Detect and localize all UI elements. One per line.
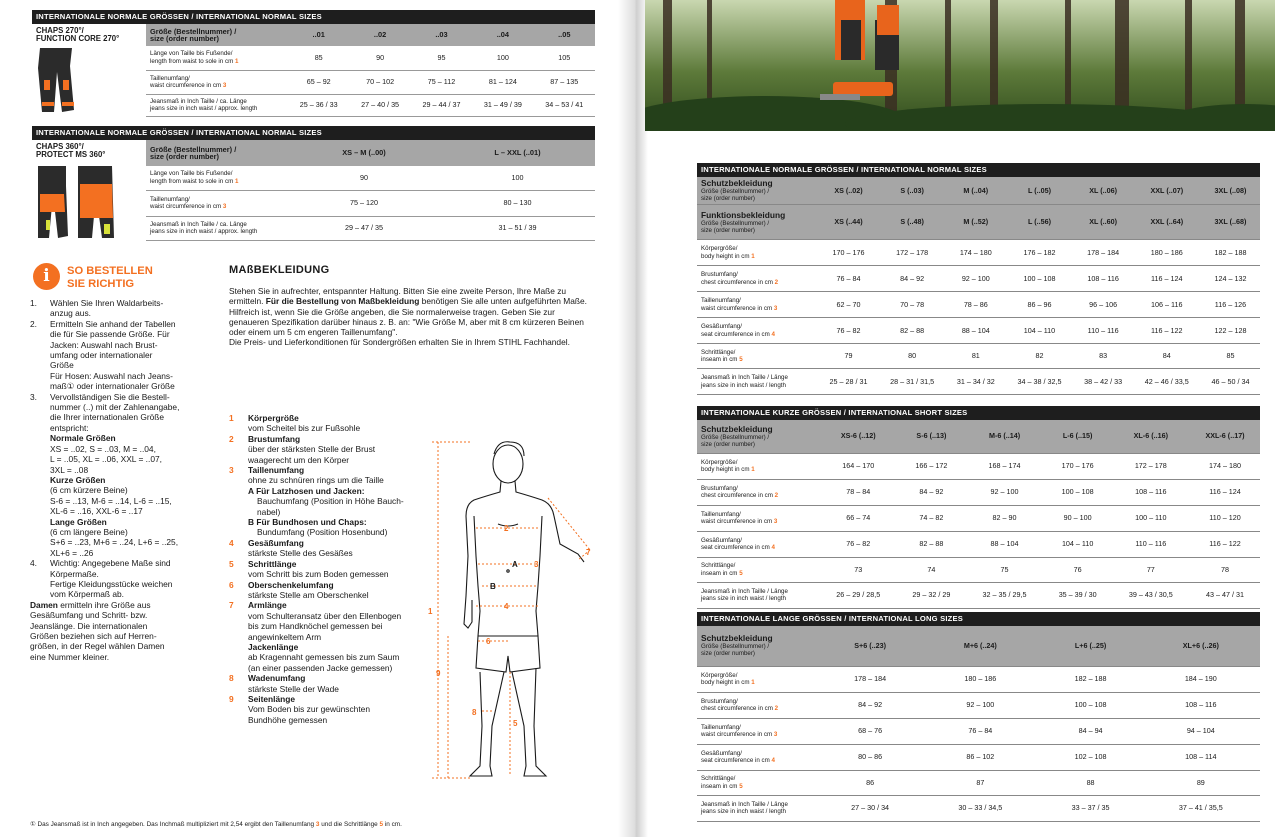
order-instructions	[30, 298, 190, 662]
list-item: Jackenlänge ab Kragennaht gemessen bis zum Saum (an einer passenden Jacke gemessen)	[248, 641, 400, 673]
size-col: ..01	[312, 30, 325, 39]
table-row: Brustumfang/ chest circumference in cm 2 84 – 92 92 – 100 100 – 108 108 – 116	[697, 692, 1260, 718]
list-item: 1 Körpergröße vom Scheitel bis zur Fußsohle	[229, 413, 361, 434]
table-row: Jeansmaß in Inch Taille / Länge jeans size in inch waist / length 27 – 30 / 34 30 – 33 / 34,5 33 – 37 / 35 37 – 41 / 35,5	[697, 795, 1260, 821]
mass-text: Stehen Sie in aufrechter, entspannter Haltung. Bitten Sie eine zweite Person, Ihre Maße zu ermitteln. Für die Bestellung von Maßbekleidung benötigen Sie alle unten aufgeführten Maße. Hilfreich ist, wenn Sie die Größe angeben, die Sie normalerweise tragen. Geben Sie zur genaueren Spezifikation darüber hinaus z. B. an: "Wie Größe M, aber mit 8 cm kürzeren Beinen oder einem um 5 cm engeren Taillenumfang". Die Preis- und Lieferkonditionen für Sondergrößen erhalten Sie in Ihrem STIHL Fachhandel.	[229, 286, 587, 348]
list-item: 6 Oberschenkelumfang stärkste Stelle am Oberschenkel	[229, 579, 369, 600]
table-row: Taillenumfang/ waist circumference in cm 3 66 – 74 74 – 82 82 – 90 90 – 100 100 – 110 110 – 120	[697, 505, 1260, 531]
list-item: 2. Ermitteln Sie anhand der Tabellen die für Sie passende Größe. Für Jacken: Auswahl nach Brust- umfang oder internationaler Größe Für Hosen: Auswahl nach Jeans- maß① oder internationaler Größe	[30, 318, 176, 392]
measure-list	[229, 413, 429, 725]
list-item: 3. Vervollständigen Sie die Bestell- nummer (..) mit der Zahlenangabe, die Ihrer internationalen Größe entspricht: Normale Größen XS = ..02, S = ..03, M = ..04, L = ..05, XL = ..06, XXL = ..07, 3XL = ..08 Kurze Größen (6 cm kürzere Beine) S-6 = ..13, M-6 = ..14, L-6 = ..15, XL-6 = ..16, XXL-6 = ..17 Lange Größen (6 cm längere Beine) S+6 = ..23, M+6 = ..24, L+6 = ..25, XL+6 = ..26	[30, 391, 180, 558]
table-row: Taillenumfang/ waist circumference in cm 3 65 – 92 70 – 102 75 – 112 81 – 124 87 – 135	[146, 70, 595, 94]
body-measurement-figure	[428, 436, 598, 788]
product-name: CHAPS 270°/ FUNCTION CORE 270°	[36, 26, 120, 44]
chaps-360-image	[36, 164, 116, 240]
table-row: Körpergröße/ body height in cm 1 178 – 184 180 – 186 182 – 188 184 – 190	[697, 666, 1260, 692]
size-col: L – XXL (..01)	[494, 148, 541, 157]
chaps-360-table	[32, 126, 595, 242]
table-bar-title: INTERNATIONALE KURZE GRÖSSEN / INTERNATIONAL SHORT SIZES	[697, 406, 1260, 420]
table-bar-title: INTERNATIONALE NORMALE GRÖSSEN / INTERNATIONAL NORMAL SIZES	[32, 10, 595, 24]
figure-label: 4	[504, 602, 509, 611]
size-col: ..05	[558, 30, 571, 39]
table-row: Gesäßumfang/ seat circumference in cm 4 76 – 82 82 – 88 88 – 104 104 – 110 110 – 116 116 – 122 122 – 128	[697, 318, 1260, 344]
list-item: 2 Brustumfang über der stärksten Stelle der Brust waagerecht um den Körper	[229, 433, 376, 465]
header-row: Funktionsbekleidung Größe (Bestellnummer) / size (order number) XS (..44) S (..48) M (..52) L (..56) XL (..60) XXL (..64) 3XL (..68)	[697, 205, 1260, 240]
table-row: Jeansmaß in Inch Taille / Länge jeans size in inch waist / length 26 – 29 / 28,5 29 – 32 / 29 32 – 35 / 29,5 35 – 39 / 30 39 – 43 / 30,5 43 – 47 / 31	[697, 582, 1260, 608]
figure-label: 1	[428, 607, 433, 616]
table-row: Brustumfang/ chest circumference in cm 2 76 – 84 84 – 92 92 – 100 100 – 108 108 – 116 116 – 124 124 – 132	[697, 266, 1260, 292]
figure-label: B	[490, 582, 496, 591]
table-bar-title: INTERNATIONALE LANGE GRÖSSEN / INTERNATIONAL LONG SIZES	[697, 612, 1260, 626]
list-item: 3 Taillenumfang ohne zu schnüren rings um die Taille A Für Latzhosen und Jacken: Bauchumfang (Position in Höhe Bauch- nabel) B Für Bundhosen und Chaps: Bundumfang (Position Hosenbund)	[229, 465, 404, 538]
table-row: Körpergröße/ body height in cm 1 164 – 170 166 – 172 168 – 174 170 – 176 172 – 178 174 – 180	[697, 453, 1260, 479]
footnote: ① Das Jeansmaß ist in Inch angegeben. Das Inchmaß multipliziert mit 2,54 ergibt den Taillenumfang 3 und die Schrittlänge 5 in cm.	[30, 821, 402, 828]
table-row: Jeansmaß in Inch Taille / ca. Länge jeans size in inch waist / approx. length 29 – 47 / 35 31 – 51 / 39	[146, 216, 595, 240]
info-icon: i	[33, 263, 60, 290]
figure-label: A	[512, 560, 518, 569]
damen-note: Damen ermitteln ihre Größe aus Gesäßumfang und Schritt- bzw. Jeanslänge. Die internationalen Größen beziehen sich auf Herren- größen, in der Regel wählen Damen eine Nummer kleiner.	[30, 599, 165, 662]
header-row: Schutzbekleidung Größe (Bestellnummer) / size (order number) XS-6 (..12) S-6 (..13) M-6 (..14) L-6 (..15) XL-6 (..16) XXL-6 (..17)	[697, 420, 1260, 453]
chaps-270-table	[32, 10, 595, 116]
long-sizes-table	[697, 612, 1260, 822]
mass-heading: MAßBEKLEIDUNG	[229, 264, 330, 276]
info-header	[33, 263, 233, 295]
table-row: Länge von Taille bis Fußende/ length from waist to sole in cm 1 90 100	[146, 166, 595, 190]
list-item: 7 Armlänge vom Schulteransatz über den Ellenbogen bis zum Handknöchel gemessen bei angewinkeltem Arm	[229, 600, 402, 642]
product-name: CHAPS 360°/ PROTECT MS 360°	[36, 142, 106, 160]
list-item: 9 Seitenlänge Vom Boden bis zur gewünschten Bundhöhe gemessen	[229, 693, 370, 725]
table-row: Taillenumfang/ waist circumference in cm 3 75 – 120 80 – 130	[146, 190, 595, 216]
figure-label: 8	[472, 708, 477, 717]
size-col: ..02	[373, 30, 387, 39]
size-col: ..03	[435, 30, 448, 39]
table-row: Taillenumfang/ waist circumference in cm 3 68 – 76 76 – 84 84 – 94 94 – 104	[697, 718, 1260, 744]
list-item: 4. Wichtig: Angegebene Maße sind Körpermaße. Fertige Kleidungsstücke weichen vom Körpermaß ab.	[30, 558, 173, 600]
normal-sizes-table	[697, 163, 1260, 395]
chaps-360-grid: Größe (Bestellnummer) / size (order number) XS – M (..00) L – XXL (..01) Länge von Taille bis Fußende/ length from waist to sole in cm 1 90 100 Taillenumfang/ waist circumference in cm 3 75 – 120 80 – 130 Jeansmaß in Inch Taille / ca. Länge jeans size in inch waist / approx. length 29 – 47 / 35 31 – 51 / 39	[146, 140, 595, 241]
forest-worker-photo	[645, 0, 1275, 131]
figure-label: 2	[504, 524, 509, 533]
list-item: 8 Wadenumfang stärkste Stelle der Wade	[229, 673, 339, 694]
table-row: Brustumfang/ chest circumference in cm 2 78 – 84 84 – 92 92 – 100 100 – 108 108 – 116 116 – 124	[697, 479, 1260, 505]
table-row: Gesäßumfang/ seat circumference in cm 4 80 – 86 86 – 102 102 – 108 108 – 114	[697, 744, 1260, 770]
header-row: Schutzbekleidung Größe (Bestellnummer) / size (order number) S+6 (..23) M+6 (..24) L+6 (..25) XL+6 (..26)	[697, 626, 1260, 666]
figure-label: 7	[586, 548, 591, 557]
chaps-270-image	[36, 46, 76, 114]
figure-label: 3	[534, 560, 539, 569]
table-row: Jeansmaß in Inch Taille / ca. Länge jeans size in inch waist / approx. length 25 – 36 / 33 27 – 40 / 35 29 – 44 / 37 31 – 49 / 39 34 – 53 / 41	[146, 94, 595, 116]
list-item: 5 Schrittlänge vom Schritt bis zum Boden gemessen	[229, 558, 389, 580]
short-sizes-table	[697, 406, 1260, 609]
list-item: 4 Gesäßumfang stärkste Stelle des Gesäßes	[229, 537, 353, 559]
figure-label: 5	[513, 719, 518, 728]
table-row: Länge von Taille bis Fußende/ length from waist to sole in cm 1 85 90 95 100 105	[146, 46, 595, 70]
chaps-270-grid: Größe (Bestellnummer) / size (order number) ..01 ..02 ..03 ..04 ..05 Länge von Taille bis Fußende/ length from waist to sole in cm 1 85 90 95 100 105 Taillenumfang/ waist circumference in cm 3 65 – 92 70 – 102 75 – 112 81 – 124 87 – 135 Jeansmaß in Inch Taille / ca. Länge jeans size in inch waist / approx. length 25 – 36 / 33 27 – 40 / 35 29 – 44 / 37 31 – 49 / 39 34 – 53 / 41	[146, 24, 595, 117]
table-bar-title: INTERNATIONALE NORMALE GRÖSSEN / INTERNATIONAL NORMAL SIZES	[697, 163, 1260, 177]
table-row: Taillenumfang/ waist circumference in cm 3 62 – 70 70 – 78 78 – 86 86 – 96 96 – 106 106 – 116 116 – 126	[697, 292, 1260, 318]
figure-label: 6	[486, 637, 491, 646]
table-row: Jeansmaß in Inch Taille / Länge jeans size in inch waist / length 25 – 28 / 31 28 – 31 / 31,5 31 – 34 / 32 34 – 38 / 32,5 38 – 42 / 33 42 – 46 / 33,5 46 – 50 / 34	[697, 369, 1260, 395]
table-row: Gesäßumfang/ seat circumference in cm 4 76 – 82 82 – 88 88 – 104 104 – 110 110 – 116 116 – 122	[697, 531, 1260, 557]
table-row: Schrittlänge/ inseam in cm 5 73 74 75 76 77 78	[697, 557, 1260, 582]
size-col: ..04	[496, 30, 510, 39]
size-col: XS – M (..00)	[342, 148, 386, 157]
table-row: Schrittlänge/ inseam in cm 5 79 80 81 82 83 84 85	[697, 344, 1260, 369]
header-row: Schutzbekleidung Größe (Bestellnummer) / size (order number) XS (..02) S (..03) M (..04) L (..05) XL (..06) XXL (..07) 3XL (..08)	[697, 177, 1260, 205]
info-title: SO BESTELLEN SIE RICHTIG	[67, 265, 153, 290]
page-gutter	[618, 0, 648, 837]
table-bar-title: INTERNATIONALE NORMALE GRÖSSEN / INTERNATIONAL NORMAL SIZES	[32, 126, 595, 140]
table-row: Schrittlänge/ inseam in cm 5 86 87 88 89	[697, 770, 1260, 795]
figure-label: 9	[436, 669, 441, 678]
table-row: Körpergröße/ body height in cm 1 170 – 176 172 – 178 174 – 180 176 – 182 178 – 184 180 – 186 182 – 188	[697, 240, 1260, 266]
list-item: 1. Wählen Sie Ihren Waldarbeits- anzug aus.	[30, 298, 164, 319]
